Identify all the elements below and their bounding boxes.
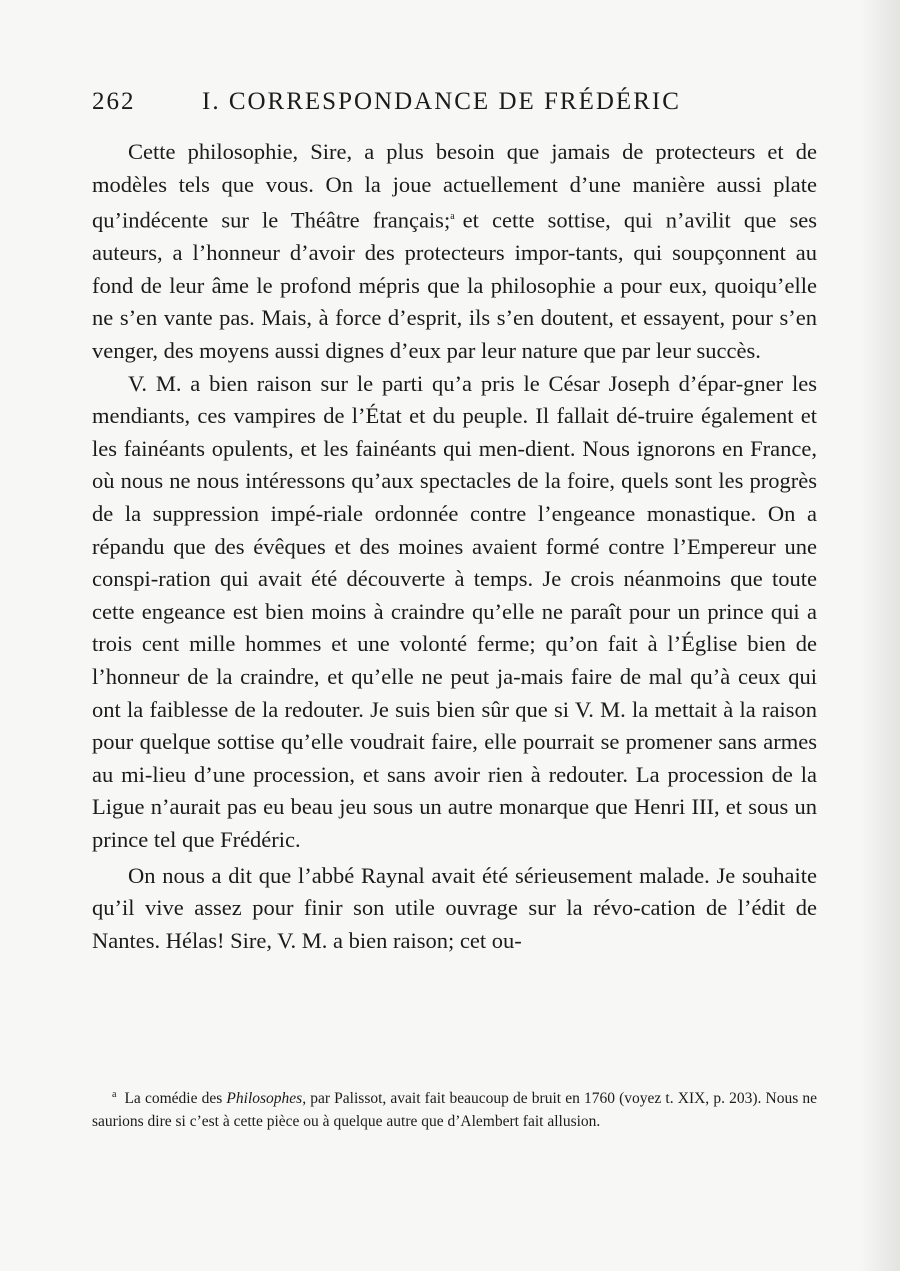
- footnote-text-before: La comédie des: [124, 1090, 223, 1108]
- footnote-italic-title: Philosophes,: [226, 1090, 307, 1108]
- footnote-text: [92, 1083, 817, 1133]
- paragraph-1-continuation: et cette sottise, qui n’avilit que ses auteurs, a l’honneur d’avoir des protecteurs impor-tants, qui soupçonnent au fond de leur âme le profond mépris que la philosophie a pour eux, quoiqu’elle ne s’en vante pas. Mais, à force d’esprit, ils s’en doutent, et essayent, pour s’en venger, des moyens aussi dignes d’eux par leur nature que par leur succès.: [92, 207, 817, 364]
- paragraph-1-text: Cette philosophie, Sire, a plus besoin que jamais de protecteurs et de modèles tels que vous. On la joue actuellement d’une manière aussi plate qu’indécente sur le Théâtre français;: [92, 139, 817, 233]
- paragraph-1: [92, 136, 817, 368]
- main-text: [92, 136, 817, 957]
- footnote: [92, 1083, 817, 1133]
- page-edge-shadow: [860, 0, 900, 1271]
- paragraph-2: V. M. a bien raison sur le parti qu’a pris le César Joseph d’épar-gner les mendiants, ces vampires de l’État et du peuple. Il fallait dé-truire également et les fainéants opulents, et les fainéants qui men-dient. Nous ignorons en France, où nous ne nous intéressons qu’aux spectacles de la foire, quels sont les progrès de la suppression impé-riale ordonnée contre l’engeance monastique. On a répandu que des évêques et des moines avaient formé contre l’Empereur une conspi-ration qui avait été découverte à temps. Je crois néanmoins que toute cette engeance est bien moins à craindre qu’elle ne paraît pour un prince qui a trois cent mille hommes et une volonté ferme; qu’on fait à l’Église bien de l’honneur de la craindre, et qu’elle ne peut ja-mais faire de mal qu’à ceux qui ont la faiblesse de la redouter. Je suis bien sûr que si V. M. la mettait à la raison pour quelque sottise qu’elle voudrait faire, elle pourrait se promener sans armes au mi-lieu d’une procession, et sans avoir rien à redouter. La procession de la Ligue n’aurait pas eu beau jeu sous un autre monarque que Henri III, et sous un prince tel que Frédéric.: [92, 370, 817, 852]
- running-head: [92, 88, 822, 122]
- paragraph-3: On nous a dit que l’abbé Raynal avait été sérieusement malade. Je souhaite qu’il vive assez pour finir son utile ouvrage sur la révo-cation de l’édit de Nantes. Hélas! Sire, V. M. a bien raison; cet ou-: [92, 862, 817, 953]
- footnote-reference: a: [450, 211, 455, 223]
- page-number: 262: [92, 88, 136, 115]
- footnote-marker: a: [112, 1089, 117, 1100]
- running-title: I. CORRESPONDANCE DE FRÉDÉRIC: [202, 88, 681, 115]
- footnote-text-after: par Palissot, avait fait beaucoup de bruit en 1760 (voyez t. XIX, p. 203). Nous ne saurions dire si c’est à cette pièce ou à quelque autre que d’Alembert fait allusion.: [92, 1090, 818, 1131]
